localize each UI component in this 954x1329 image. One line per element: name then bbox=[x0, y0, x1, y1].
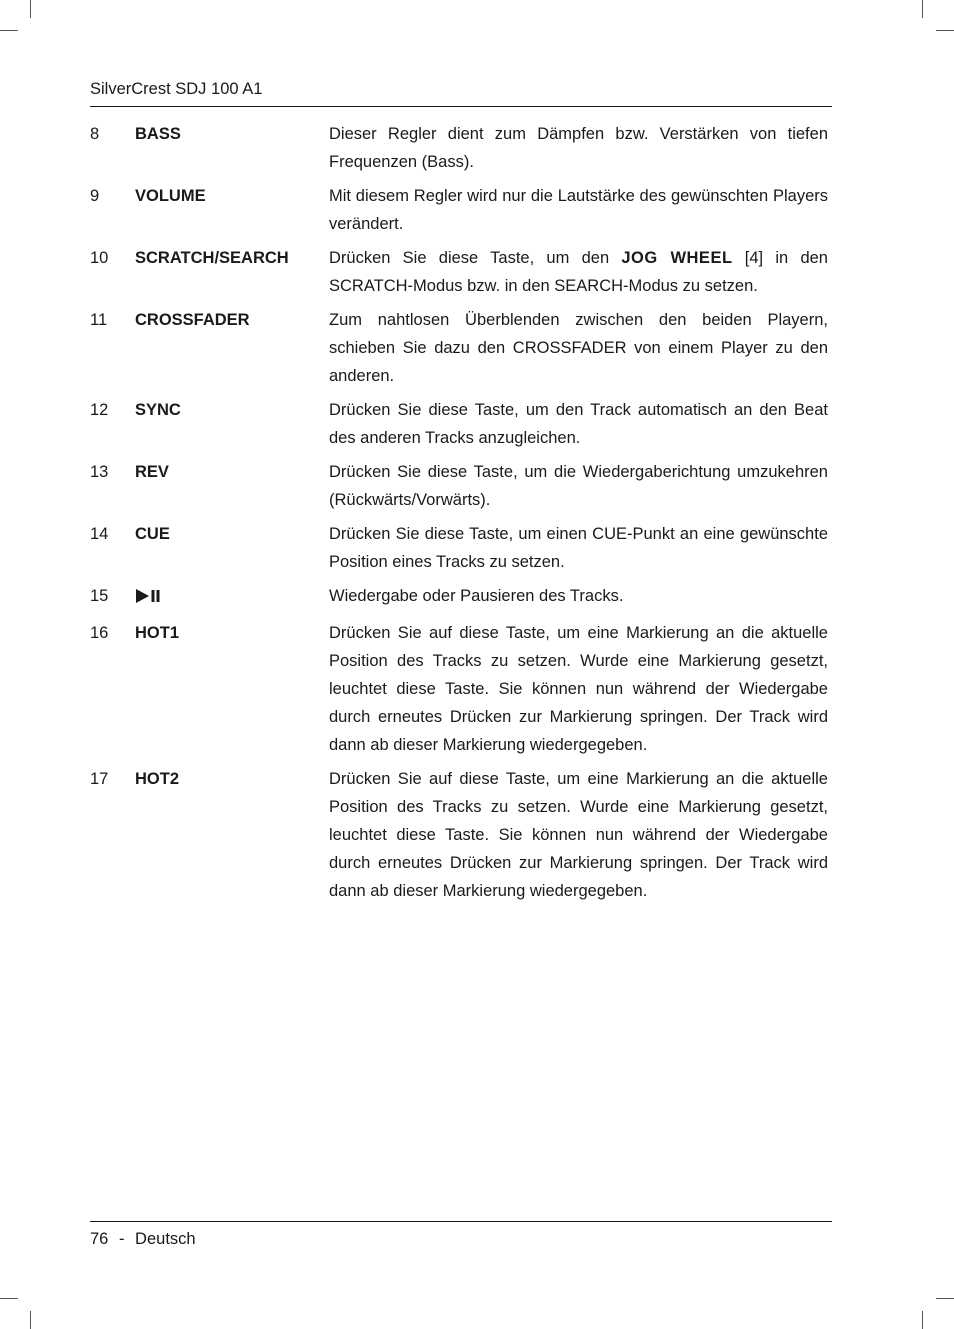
footer-separator: - bbox=[118, 1230, 125, 1248]
item-number: 8 bbox=[90, 125, 100, 143]
crop-mark bbox=[922, 1311, 923, 1329]
crop-mark bbox=[0, 30, 18, 31]
item-description: Drücken Sie diese Taste, um den JOG WHEEL [4] in den SCRATCH-Modus bzw. in den SEARCH-Modus zu setzen. bbox=[329, 249, 828, 295]
item-label: BASS bbox=[135, 125, 181, 143]
item-label bbox=[135, 582, 329, 613]
list-item bbox=[90, 396, 832, 452]
list-item bbox=[90, 520, 832, 576]
list-item bbox=[90, 306, 832, 390]
item-number: 10 bbox=[90, 249, 109, 267]
header-title: SilverCrest SDJ 100 A1 bbox=[90, 80, 263, 98]
crop-mark bbox=[922, 0, 923, 18]
footer-language: Deutsch bbox=[135, 1230, 196, 1248]
item-label: CUE bbox=[135, 525, 170, 543]
item-number: 14 bbox=[90, 525, 109, 543]
item-number: 11 bbox=[90, 311, 108, 329]
list-item bbox=[90, 120, 832, 176]
item-description: Dieser Regler dient zum Dämpfen bzw. Verstärken von tiefen Frequenzen (Bass). bbox=[329, 125, 828, 171]
list-item bbox=[90, 182, 832, 238]
crop-mark bbox=[30, 1311, 31, 1329]
list-item bbox=[90, 619, 832, 759]
item-description: Drücken Sie diese Taste, um einen CUE-Punkt an eine gewünschte Position eines Tracks zu setzen. bbox=[329, 525, 828, 571]
item-label: SCRATCH/SEARCH bbox=[135, 249, 289, 267]
item-number: 17 bbox=[90, 770, 109, 788]
item-description: Mit diesem Regler wird nur die Lautstärke des gewünschten Players verändert. bbox=[329, 187, 828, 233]
page-footer bbox=[90, 1221, 832, 1250]
item-label: HOT2 bbox=[135, 770, 180, 788]
item-number: 13 bbox=[90, 463, 109, 481]
crop-mark bbox=[0, 1298, 18, 1299]
jog-wheel-reference: JOG WHEEL bbox=[621, 249, 733, 267]
list-item bbox=[90, 244, 832, 300]
crop-mark bbox=[936, 1298, 954, 1299]
item-description: Drücken Sie diese Taste, um den Track automatisch an den Beat des anderen Tracks anzugleichen. bbox=[329, 401, 828, 447]
list-item bbox=[90, 765, 832, 905]
play-pause-icon bbox=[135, 582, 163, 610]
item-label: CROSSFADER bbox=[135, 311, 250, 329]
crop-mark bbox=[30, 0, 31, 18]
item-description: Wiedergabe oder Pausieren des Tracks. bbox=[329, 587, 624, 605]
crop-mark bbox=[936, 30, 954, 31]
item-description: Drücken Sie diese Taste, um die Wiedergaberichtung umzukehren (Rückwärts/Vorwärts). bbox=[329, 463, 828, 509]
page-header bbox=[90, 78, 832, 107]
list-item bbox=[90, 458, 832, 514]
item-label: HOT1 bbox=[135, 624, 180, 642]
list-item bbox=[90, 582, 832, 613]
item-description: Drücken Sie auf diese Taste, um eine Markierung an die aktuelle Position des Tracks zu setzen. Wurde eine Markierung gesetzt, leuchtet diese Taste. Sie können nun während der Wiedergabe durch erneutes Drücken zur Markierung springen. Der Track wird dann ab dieser Markierung wiedergegeben. bbox=[329, 770, 828, 900]
item-label: REV bbox=[135, 463, 169, 481]
item-label: VOLUME bbox=[135, 187, 206, 205]
item-description: Drücken Sie auf diese Taste, um eine Markierung an die aktuelle Position des Tracks zu setzen. Wurde eine Markierung gesetzt, leuchtet diese Taste. Sie können nun während der Wiedergabe durch erneutes Drücken zur Markierung springen. Der Track wird dann ab dieser Markierung wiedergegeben. bbox=[329, 624, 828, 754]
item-number: 12 bbox=[90, 401, 109, 419]
item-label: SYNC bbox=[135, 401, 181, 419]
item-description: Zum nahtlosen Überblenden zwischen den beiden Playern, schieben Sie dazu den CROSSFADER von einem Player zu den anderen. bbox=[329, 311, 828, 385]
item-number: 9 bbox=[90, 187, 100, 205]
page-number: 76 bbox=[90, 1230, 109, 1248]
control-list bbox=[90, 120, 832, 911]
item-number: 15 bbox=[90, 587, 109, 605]
item-number: 16 bbox=[90, 624, 109, 642]
